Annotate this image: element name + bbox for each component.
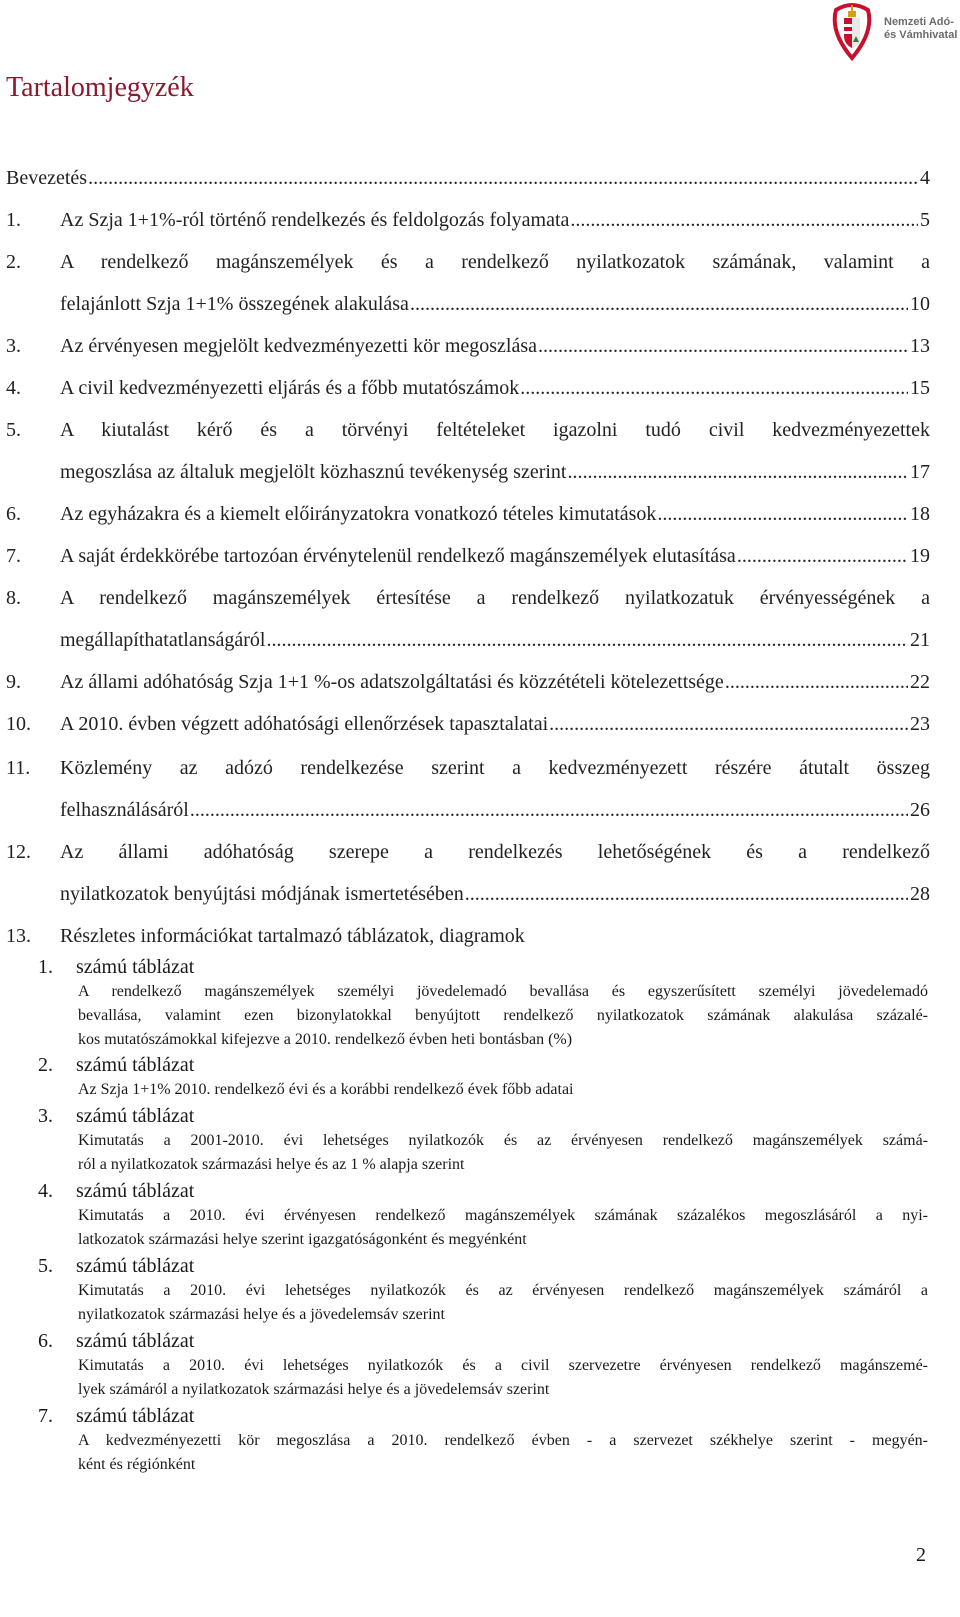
toc-entry-title: A saját érdekkörébe tartozóan érvénytelenül rendelkező magánszemélyek elutasítása — [60, 542, 737, 570]
toc-entry-title-line2: felhasználásáról — [60, 796, 190, 824]
table-number: 7. — [38, 1405, 53, 1427]
table-label: számú táblázat — [76, 1255, 195, 1277]
table-number: 3. — [38, 1105, 53, 1127]
toc-entry-page: 4 — [920, 167, 930, 189]
toc-entry-number: 2. — [6, 251, 21, 273]
toc-entry-title-line1: Közlemény az adózó rendelkezése szerint a kedvezményezett részére átutalt összeg — [60, 757, 930, 779]
table-description-line: A rendelkező magánszemélyek személyi jövedelemadó bevallása és egyszerűsített személyi jövedelemadó — [78, 983, 928, 1000]
toc-entry-page: 10 — [910, 293, 930, 315]
toc-entry-title: A civil kedvezményezetti eljárás és a főbb mutatószámok — [60, 374, 520, 402]
table-description-line: Az Szja 1+1% 2010. rendelkező évi és a korábbi rendelkező évek főbb adatai — [78, 1081, 574, 1098]
table-number: 6. — [38, 1330, 53, 1352]
table-description-line: Kimutatás a 2010. évi érvényesen rendelkező magánszemélyek számának százalékos megoszlásáról a nyi- — [78, 1207, 928, 1224]
toc-entry-title-line2: megállapíthatatlanságáról — [60, 626, 266, 654]
toc-entry-title: A 2010. évben végzett adóhatósági ellenőrzések tapasztalatai — [60, 710, 549, 738]
nav-logo — [830, 2, 958, 62]
toc-entry-title: Az Szja 1+1%-ról történő rendelkezés és feldolgozás folyamata — [60, 206, 570, 234]
table-number: 4. — [38, 1180, 53, 1202]
table-list-item-5[interactable] — [30, 1253, 928, 1323]
table-number: 2. — [38, 1054, 53, 1076]
table-label: számú táblázat — [76, 956, 195, 978]
toc-entry-page: 13 — [910, 335, 930, 357]
table-description-line: lyek számáról a nyilatkozatok származási helye és a jövedelemsáv szerint — [78, 1381, 550, 1398]
table-description-line: bevallása, valamint ezen bizonylatokkal benyújtott rendelkező nyilatkozatok számának alakulása százalé- — [78, 1007, 928, 1024]
toc-entry-number: 3. — [6, 335, 21, 357]
toc-entry-page: 28 — [910, 883, 930, 905]
toc-entry-title-line2: felajánlott Szja 1+1% összegének alakulása — [60, 290, 410, 318]
toc-entry-page: 18 — [910, 503, 930, 525]
table-description-line: nyilatkozatok származási helye és a jövedelemsáv szerint — [78, 1306, 445, 1323]
toc-entry-title: Az érvényesen megjelölt kedvezményezetti kör megoszlása — [60, 332, 538, 360]
table-label: számú táblázat — [76, 1180, 195, 1202]
table-description-line: Kimutatás a 2010. évi lehetséges nyilatkozók és az érvényesen rendelkező magánszemélyek számáról a — [78, 1282, 928, 1299]
toc-entry-title: Az egyházakra és a kiemelt előirányzatokra vonatkozó tételes kimutatások — [60, 500, 657, 528]
toc-entry-page: 26 — [910, 799, 930, 821]
table-description — [78, 1354, 928, 1402]
page-title: Tartalomjegyzék — [6, 72, 194, 103]
page-number: 2 — [916, 1544, 926, 1566]
toc-entry-number: 1. — [6, 209, 21, 231]
table-description — [78, 1204, 928, 1252]
table-label: számú táblázat — [76, 1330, 195, 1352]
toc-entry-number: 6. — [6, 503, 21, 525]
toc-entry-title-line1: A kiutalást kérő és a törvényi feltételeket igazolni tudó civil kedvezményezettek — [60, 419, 930, 441]
table-description-line: A kedvezményezetti kör megoszlása a 2010. rendelkező évben - a szervezet székhelye szerint - megyén- — [78, 1432, 928, 1449]
table-list-item-3[interactable] — [30, 1103, 928, 1173]
table-list-item-6[interactable] — [30, 1328, 928, 1398]
toc-entry-page: 23 — [910, 713, 930, 735]
table-list-item-1[interactable] — [30, 954, 928, 1048]
toc-entry-title-line1: A rendelkező magánszemélyek értesítése a rendelkező nyilatkozatuk érvényességének a — [60, 587, 930, 609]
toc-entry-number: 13. — [6, 925, 31, 947]
toc-entry-number: 7. — [6, 545, 21, 567]
table-list-item-7[interactable] — [30, 1403, 928, 1473]
toc-entry-page: 5 — [920, 209, 930, 231]
toc-entry-page: 17 — [910, 461, 930, 483]
toc-entry-page: 22 — [910, 671, 930, 693]
table-description — [78, 980, 928, 1052]
toc-entry-page: 21 — [910, 629, 930, 651]
toc-entry-page: 19 — [910, 545, 930, 567]
institution-name — [884, 16, 957, 42]
toc-entry-title-line1: Az állami adóhatóság szerepe a rendelkezés lehetőségének és a rendelkező — [60, 841, 930, 863]
toc-entry-title: Bevezetés — [6, 164, 88, 192]
toc-entry-title: Az állami adóhatóság Szja 1+1 %-os adatszolgáltatási és közzétételi kötelezettsége — [60, 668, 725, 696]
institution-name-line2: és Vámhivatal — [884, 29, 958, 41]
table-description — [78, 1129, 928, 1177]
table-description-line: Kimutatás a 2010. évi lehetséges nyilatkozók és a civil szervezetre érvényesen rendelkező magánszemé- — [78, 1357, 928, 1374]
table-description-line: ként és régiónként — [78, 1456, 196, 1473]
table-description — [78, 1429, 928, 1477]
table-number: 5. — [38, 1255, 53, 1277]
toc-entry-number: 9. — [6, 671, 21, 693]
table-description — [78, 1078, 928, 1102]
toc-entry-page: 15 — [910, 377, 930, 399]
toc-entry-number: 10. — [6, 713, 31, 735]
toc-entry-number: 12. — [6, 841, 31, 863]
table-label: számú táblázat — [76, 1105, 195, 1127]
table-description-line: latkozatok származási helye szerint igazgatóságonként és megyénként — [78, 1231, 527, 1248]
toc-entry-number: 11. — [6, 757, 31, 779]
table-description-line: Kimutatás a 2001-2010. évi lehetséges nyilatkozók és az érvényesen rendelkező magánszemélyek számá- — [78, 1132, 928, 1149]
toc-entry-title-line1: A rendelkező magánszemélyek és a rendelkező nyilatkozatok számának, valamint a — [60, 251, 930, 273]
table-description-line: kos mutatószámokkal kifejezve a 2010. rendelkező évben heti bontásban (%) — [78, 1031, 573, 1048]
table-label: számú táblázat — [76, 1405, 195, 1427]
toc-entry-number: 4. — [6, 377, 21, 399]
table-description — [78, 1279, 928, 1327]
table-description-line: ról a nyilatkozatok származási helye és az 1 % alapja szerint — [78, 1156, 465, 1173]
table-list-item-4[interactable] — [30, 1178, 928, 1248]
table-list-item-2[interactable] — [30, 1052, 928, 1098]
toc-entry-title-line2: megoszlása az általuk megjelölt közhasznú tevékenység szerint — [60, 458, 567, 486]
institution-name-line1: Nemzeti Adó- — [884, 16, 954, 28]
toc-entry-number: 5. — [6, 419, 21, 441]
coat-of-arms-icon — [830, 2, 874, 62]
toc-entry-title: Részletes információkat tartalmazó táblázatok, diagramok — [60, 925, 525, 947]
table-number: 1. — [38, 956, 53, 978]
toc-entry-title-line2: nyilatkozatok benyújtási módjának ismertetésében — [60, 880, 465, 908]
toc-entry-number: 8. — [6, 587, 21, 609]
table-label: számú táblázat — [76, 1054, 195, 1076]
